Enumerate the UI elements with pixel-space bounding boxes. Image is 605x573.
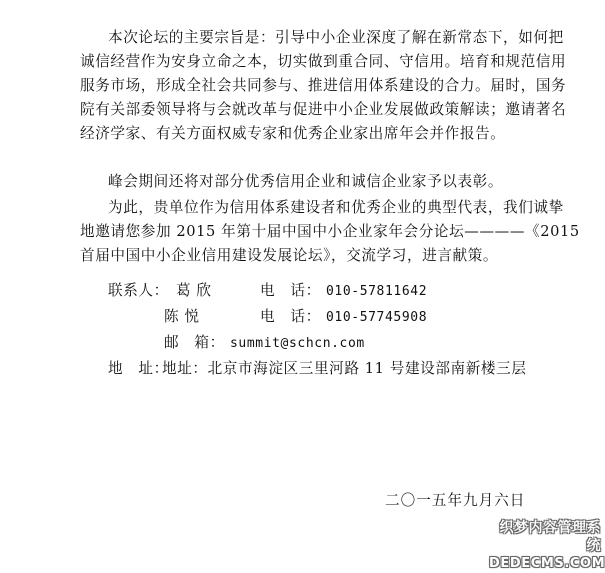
letter-date: 二〇一五年九月六日 <box>385 492 526 509</box>
text-line: 为此，贵单位作为信用体系建设者和优秀企业的典型代表，我们诚挚 <box>108 199 564 216</box>
text-line: 本次论坛的主要宗旨是：引导中小企业深度了解在新常态下，如何把 <box>108 29 564 46</box>
paragraph-awards <box>80 170 560 194</box>
text-line: 经济学家、有关方面权威专家和优秀企业家出席年会并作报告。 <box>80 125 506 142</box>
paragraph-invitation <box>80 196 580 268</box>
contact-person-1-phone: 010-57811642 <box>326 284 428 299</box>
watermark-line-1: 织梦内容管理系统 <box>499 520 601 554</box>
text-line: 首届中国中小企业信用建设发展论坛》，交流学习，进言献策。 <box>80 247 499 264</box>
phone-label-1: 电 话： <box>260 282 321 299</box>
phone-label-2: 电 话： <box>260 308 321 325</box>
text-line: 地邀请您参加 2015 年第十届中国中小企业家年会分论坛————《2015 <box>80 223 580 240</box>
text-line: 诚信经营作为安身立命之本，切实做到重合同、守信用。培育和规范信用 <box>80 53 567 70</box>
contact-person-2-name: 陈 悦 <box>164 308 200 325</box>
email-address[interactable]: summit@schcn.com <box>230 336 365 351</box>
contact-person-1-name: 葛 欣 <box>176 282 212 299</box>
text-line: 院有关部委领导将与会就改革与促进中小企业发展做政策解读；邀请著名 <box>80 101 567 118</box>
email-label: 邮 箱： <box>164 334 225 351</box>
watermark-line-2: DEDECMS.COM <box>489 556 605 571</box>
address-label: 地 址： <box>108 360 169 377</box>
site-watermark-logo <box>489 519 605 571</box>
address-text: 地址：北京市海淀区三里河路 11 号建设部南新楼三层 <box>162 360 527 377</box>
paragraph-purpose <box>80 26 567 146</box>
contact-person-2-phone: 010-57745908 <box>326 310 428 325</box>
contact-label: 联系人： <box>108 282 169 299</box>
text-line: 服务市场，形成全社会共同参与、推进信用体系建设的合力。届时，国务 <box>80 77 567 94</box>
text-line: 峰会期间还将对部分优秀信用企业和诚信企业家予以表彰。 <box>108 173 504 190</box>
